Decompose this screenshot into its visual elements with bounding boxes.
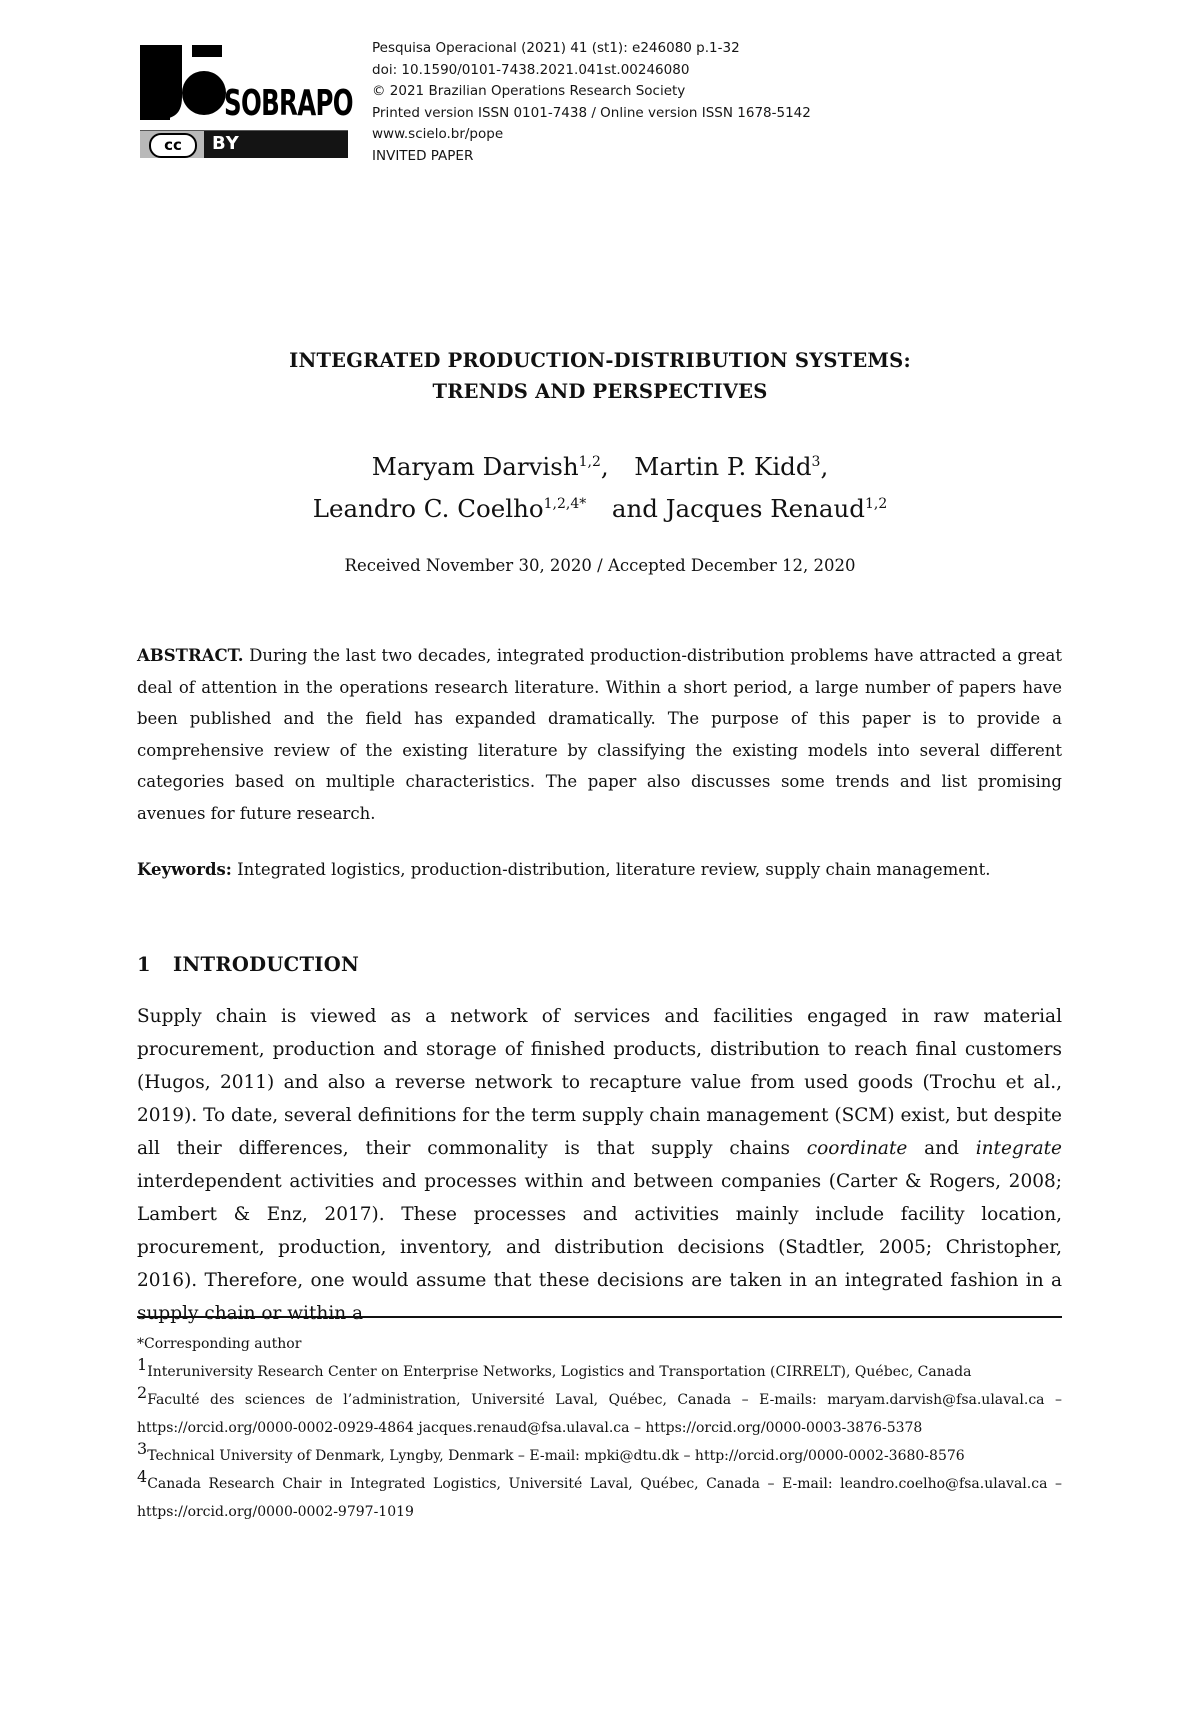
footnote-marker: 3 <box>137 1439 148 1458</box>
section-title: INTRODUCTION <box>173 953 360 976</box>
section-number: 1 <box>137 953 151 976</box>
sobrapo-emblem-icon <box>140 45 230 130</box>
footnote-2 <box>137 1383 1062 1442</box>
author-name: Maryam Darvish <box>371 452 579 481</box>
keywords-label: Keywords: <box>137 860 232 879</box>
journal-website: www.scielo.br/pope <box>372 126 504 142</box>
journal-issn: Printed version ISSN 0101-7438 / Online version ISSN 1678-5142 <box>372 104 811 121</box>
sobrapo-logo <box>140 45 353 160</box>
abstract-text: During the last two decades, integrated production-distribution problems have attracted a great deal of attention in the operations research literature. Within a short period, a large number of papers have been published and the field has expanded dramatically. The purpose of this paper is to provide a comprehensive review of the existing literature by classifying the existing models into several different categories based on multiple characteristics. The paper also discusses some trends and list promising avenues for future research. <box>137 646 1063 823</box>
corresponding-author-note: *Corresponding author <box>137 1336 302 1352</box>
footnote-marker: 1 <box>137 1355 148 1374</box>
introduction-paragraph <box>137 1000 1062 1330</box>
author-separator: , <box>820 452 829 481</box>
creative-commons-icon <box>140 131 208 158</box>
paper-type: INVITED PAPER <box>372 147 474 164</box>
author-conjunction: and <box>611 494 658 523</box>
by-label: BY <box>212 133 240 154</box>
keywords-text: Integrated logistics, production-distribution, literature review, supply chain management. <box>237 860 991 879</box>
author-line-1 <box>0 446 1200 488</box>
received-accepted-dates: Received November 30, 2020 / Accepted December 12, 2020 <box>344 556 856 575</box>
abstract <box>137 640 1062 829</box>
section-heading <box>137 953 359 976</box>
footnote-divider <box>137 1316 1062 1318</box>
footnote-1 <box>137 1355 1062 1386</box>
cc-label: cc <box>149 133 197 158</box>
author-affiliation: 1,2,4* <box>543 496 587 512</box>
intro-emphasis-integrate: integrate <box>975 1138 1062 1159</box>
author-list <box>0 446 1200 530</box>
keywords <box>137 854 1062 886</box>
footnote-text: Technical University of Denmark, Lyngby, Denmark – E-mail: mpki@dtu.dk – http://orcid.org/0000-0002-3680-8576 <box>147 1448 965 1464</box>
intro-text-part-1: Supply chain is viewed as a network of services and facilities engaged in raw material procurement, production and storage of finished products, distribution to reach final customers (Hugos, 2011) and also a reverse network to recapture value from used goods (Trochu et al., 2019). To date, several definitions for the term supply chain management (SCM) exist, but despite all their differences, their commonality is that supply chains <box>137 1006 1062 1159</box>
sobrapo-wordmark: SOBRAPO <box>224 83 353 124</box>
title-line-2: TRENDS AND PERSPECTIVES <box>432 380 768 403</box>
footnote-text: Canada Research Chair in Integrated Logistics, Université Laval, Québec, Canada – E-mail: leandro.coelho@fsa.ulaval.ca – https://orcid.org/0000-0002-9797-1019 <box>137 1476 1062 1520</box>
journal-doi: doi: 10.1590/0101-7438.2021.041st.00246080 <box>372 61 690 78</box>
title-line-1: INTEGRATED PRODUCTION-DISTRIBUTION SYSTEMS: <box>289 349 911 372</box>
intro-emphasis-coordinate: coordinate <box>806 1138 908 1159</box>
cc-by-license-badge <box>140 130 348 158</box>
footnote-marker: 4 <box>137 1467 148 1486</box>
intro-text-part-2: and <box>924 1138 959 1159</box>
author-name: Martin P. Kidd <box>634 452 812 481</box>
footnotes <box>137 1330 1062 1526</box>
author-affiliation: 1,2 <box>578 454 601 470</box>
author-affiliation: 3 <box>811 454 821 470</box>
journal-copyright: © 2021 Brazilian Operations Research Society <box>372 83 686 99</box>
footnote-3 <box>137 1439 1062 1470</box>
author-line-2 <box>0 488 1200 530</box>
footnote-text: Interuniversity Research Center on Enterprise Networks, Logistics and Transportation (CIRRELT), Québec, Canada <box>147 1364 972 1380</box>
footnote-text: Faculté des sciences de l’administration, Université Laval, Québec, Canada – E-mails: maryam.darvish@fsa.ulaval.ca – https://orcid.org/0000-0002-0929-4864 jacques.renaud@fsa.ulaval.ca – https://orcid.org/0000-0003-3876-5378 <box>137 1392 1062 1436</box>
footnote-4 <box>137 1467 1062 1526</box>
intro-text-part-3: interdependent activities and processes within and between companies (Carter & Rogers, 2008; Lambert & Enz, 2017). These processes and activities mainly include facility location, procurement, production, inventory, and distribution decisions (Stadtler, 2005; Christopher, 2016). Therefore, one would assume that these decisions are taken in an integrated fashion in a supply chain or within a <box>137 1171 1062 1324</box>
author-name: Leandro C. Coelho <box>312 494 544 523</box>
footnote-marker: 2 <box>137 1383 148 1402</box>
abstract-label: ABSTRACT. <box>137 646 244 665</box>
author-name: Jacques Renaud <box>665 494 865 523</box>
author-separator: , <box>600 452 609 481</box>
journal-info <box>372 38 932 167</box>
author-affiliation: 1,2 <box>865 496 888 512</box>
journal-citation: Pesquisa Operacional (2021) 41 (st1): e246080 p.1-32 <box>372 40 740 56</box>
paper-title <box>0 345 1200 407</box>
